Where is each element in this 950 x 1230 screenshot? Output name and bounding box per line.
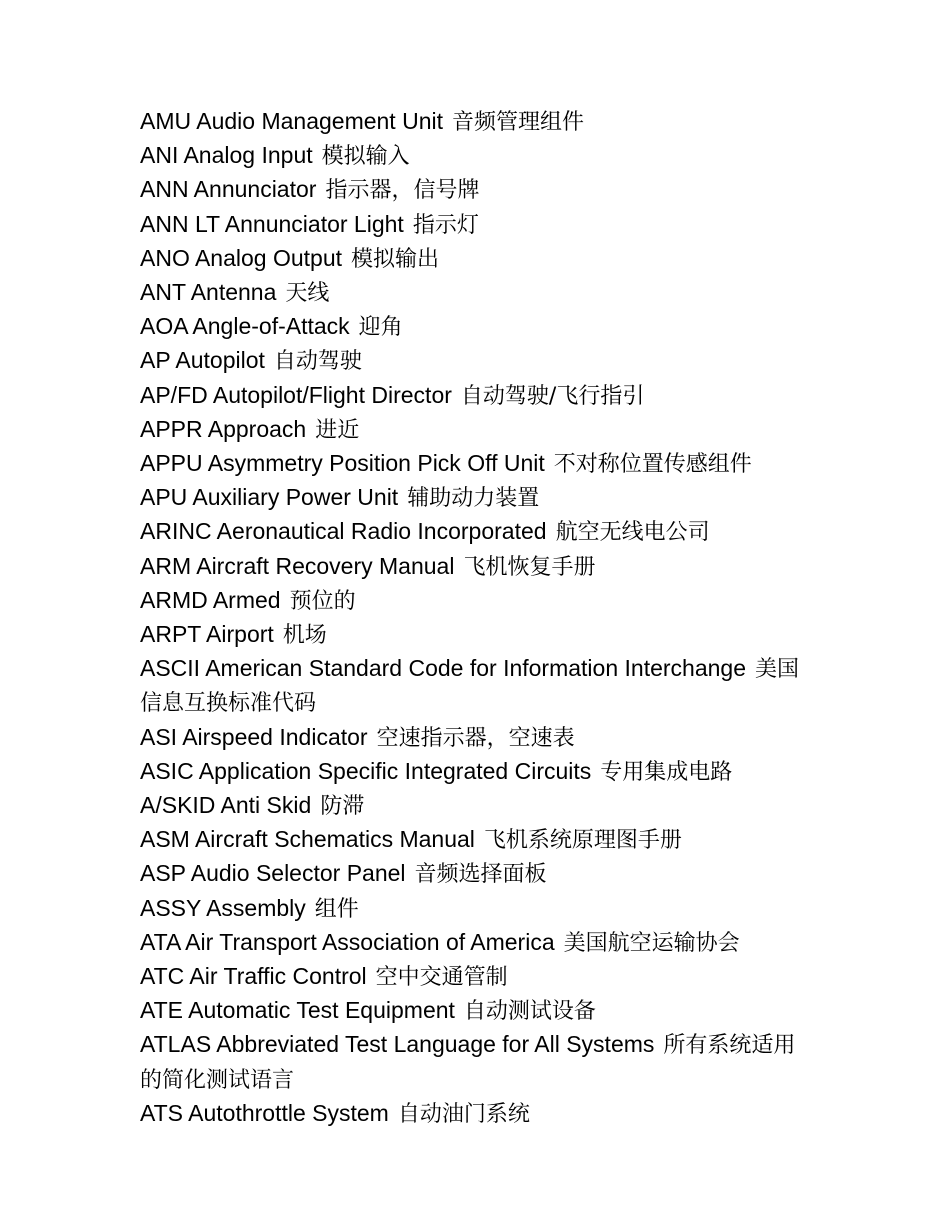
glossary-entry xyxy=(140,926,812,960)
glossary-entry xyxy=(140,208,812,242)
entry-term: ANI Analog Input xyxy=(140,142,313,169)
glossary-entry xyxy=(140,1097,812,1131)
entry-term: ASSY Assembly xyxy=(140,894,306,921)
entry-translation: 自动油门系统 xyxy=(397,1101,530,1127)
entry-term: ARM Aircraft Recovery Manual xyxy=(140,552,455,579)
entry-term: ASP Audio Selector Panel xyxy=(140,860,406,887)
entry-translation: 自动驾驶/飞行指引 xyxy=(460,383,645,409)
entry-translation: 预位的 xyxy=(289,588,356,614)
entry-translation: 自动驾驶 xyxy=(273,349,362,375)
entry-translation: 机场 xyxy=(282,623,327,649)
entry-term: ANN Annunciator xyxy=(140,176,317,203)
entry-term: AP/FD Autopilot/Flight Director xyxy=(140,381,452,408)
entry-term: ARMD Armed xyxy=(140,586,281,613)
entry-translation: 所有系统适用的简化测试语言 xyxy=(140,1033,796,1093)
entry-term: ANO Analog Output xyxy=(140,244,343,271)
glossary-entry xyxy=(140,379,812,413)
entry-translation: 专用集成电路 xyxy=(600,759,733,785)
glossary-entry xyxy=(140,139,812,173)
entry-translation: 辅助动力装置 xyxy=(407,486,540,512)
entry-translation: 美国信息互换标准代码 xyxy=(140,657,800,717)
glossary-entry xyxy=(140,344,812,378)
entry-translation: 音频选择面板 xyxy=(414,862,547,888)
entry-translation: 飞机恢复手册 xyxy=(463,554,596,580)
glossary-entry xyxy=(140,892,812,926)
entry-term: ASCII American Standard Code for Information Interchange xyxy=(140,655,746,682)
entry-translation: 音频管理组件 xyxy=(452,110,585,135)
entry-term: ARINC Aeronautical Radio Incorporated xyxy=(140,518,547,545)
glossary-entry xyxy=(140,857,812,891)
entry-term: AOA Angle-of-Attack xyxy=(140,313,350,340)
entry-term: ATC Air Traffic Control xyxy=(140,963,367,990)
glossary-entry xyxy=(140,823,812,857)
entry-translation: 航空无线电公司 xyxy=(555,520,710,546)
entry-translation: 模拟输入 xyxy=(321,144,410,170)
glossary-entry xyxy=(140,481,812,515)
glossary-entry xyxy=(140,515,812,549)
entry-translation: 指示器，信号牌 xyxy=(325,178,480,204)
glossary-entry xyxy=(140,1028,812,1096)
glossary-entry xyxy=(140,960,812,994)
entry-term: ATA Air Transport Association of America xyxy=(140,928,555,955)
entry-translation: 空速指示器，空速表 xyxy=(376,725,575,751)
entry-translation: 指示灯 xyxy=(412,212,479,238)
entry-translation: 迎角 xyxy=(358,315,403,341)
entry-translation: 进近 xyxy=(315,417,360,443)
entry-translation: 天线 xyxy=(285,281,330,307)
entry-term: ANT Antenna xyxy=(140,279,277,306)
entry-term: ASI Airspeed Indicator xyxy=(140,723,368,750)
glossary-entry xyxy=(140,652,812,720)
glossary-entry xyxy=(140,789,812,823)
glossary-entry xyxy=(140,310,812,344)
entry-translation: 模拟输出 xyxy=(351,246,440,272)
entry-term: AP Autopilot xyxy=(140,347,265,374)
entry-translation: 空中交通管制 xyxy=(375,965,508,991)
entry-translation: 自动测试设备 xyxy=(463,999,596,1025)
entry-term: ATE Automatic Test Equipment xyxy=(140,997,455,1024)
glossary-entry xyxy=(140,276,812,310)
entry-term: ASIC Application Specific Integrated Circuits xyxy=(140,757,592,784)
glossary-entry xyxy=(140,584,812,618)
entry-term: ATLAS Abbreviated Test Language for All Systems xyxy=(140,1031,655,1058)
entry-translation: 美国航空运输协会 xyxy=(563,930,740,956)
abbreviation-glossary xyxy=(140,105,812,1131)
entry-translation: 防滞 xyxy=(320,794,365,820)
entry-term: APPR Approach xyxy=(140,415,307,442)
glossary-entry xyxy=(140,755,812,789)
entry-term: ARPT Airport xyxy=(140,621,274,648)
entry-term: ANN LT Annunciator Light xyxy=(140,210,404,237)
entry-translation: 飞机系统原理图手册 xyxy=(483,828,682,854)
entry-term: A/SKID Anti Skid xyxy=(140,792,312,819)
glossary-entry xyxy=(140,994,812,1028)
glossary-entry xyxy=(140,242,812,276)
entry-term: ASM Aircraft Schematics Manual xyxy=(140,826,475,853)
glossary-entry xyxy=(140,447,812,481)
glossary-entry xyxy=(140,413,812,447)
entry-term: AMU Audio Management Unit xyxy=(140,108,443,134)
glossary-entry xyxy=(140,105,812,139)
entry-translation: 组件 xyxy=(314,896,359,922)
entry-translation: 不对称位置传感组件 xyxy=(553,452,752,478)
glossary-entry xyxy=(140,550,812,584)
entry-term: APPU Asymmetry Position Pick Off Unit xyxy=(140,450,545,477)
glossary-entry xyxy=(140,721,812,755)
entry-term: ATS Autothrottle System xyxy=(140,1099,389,1126)
entry-term: APU Auxiliary Power Unit xyxy=(140,484,399,511)
glossary-entry xyxy=(140,618,812,652)
glossary-entry xyxy=(140,173,812,207)
